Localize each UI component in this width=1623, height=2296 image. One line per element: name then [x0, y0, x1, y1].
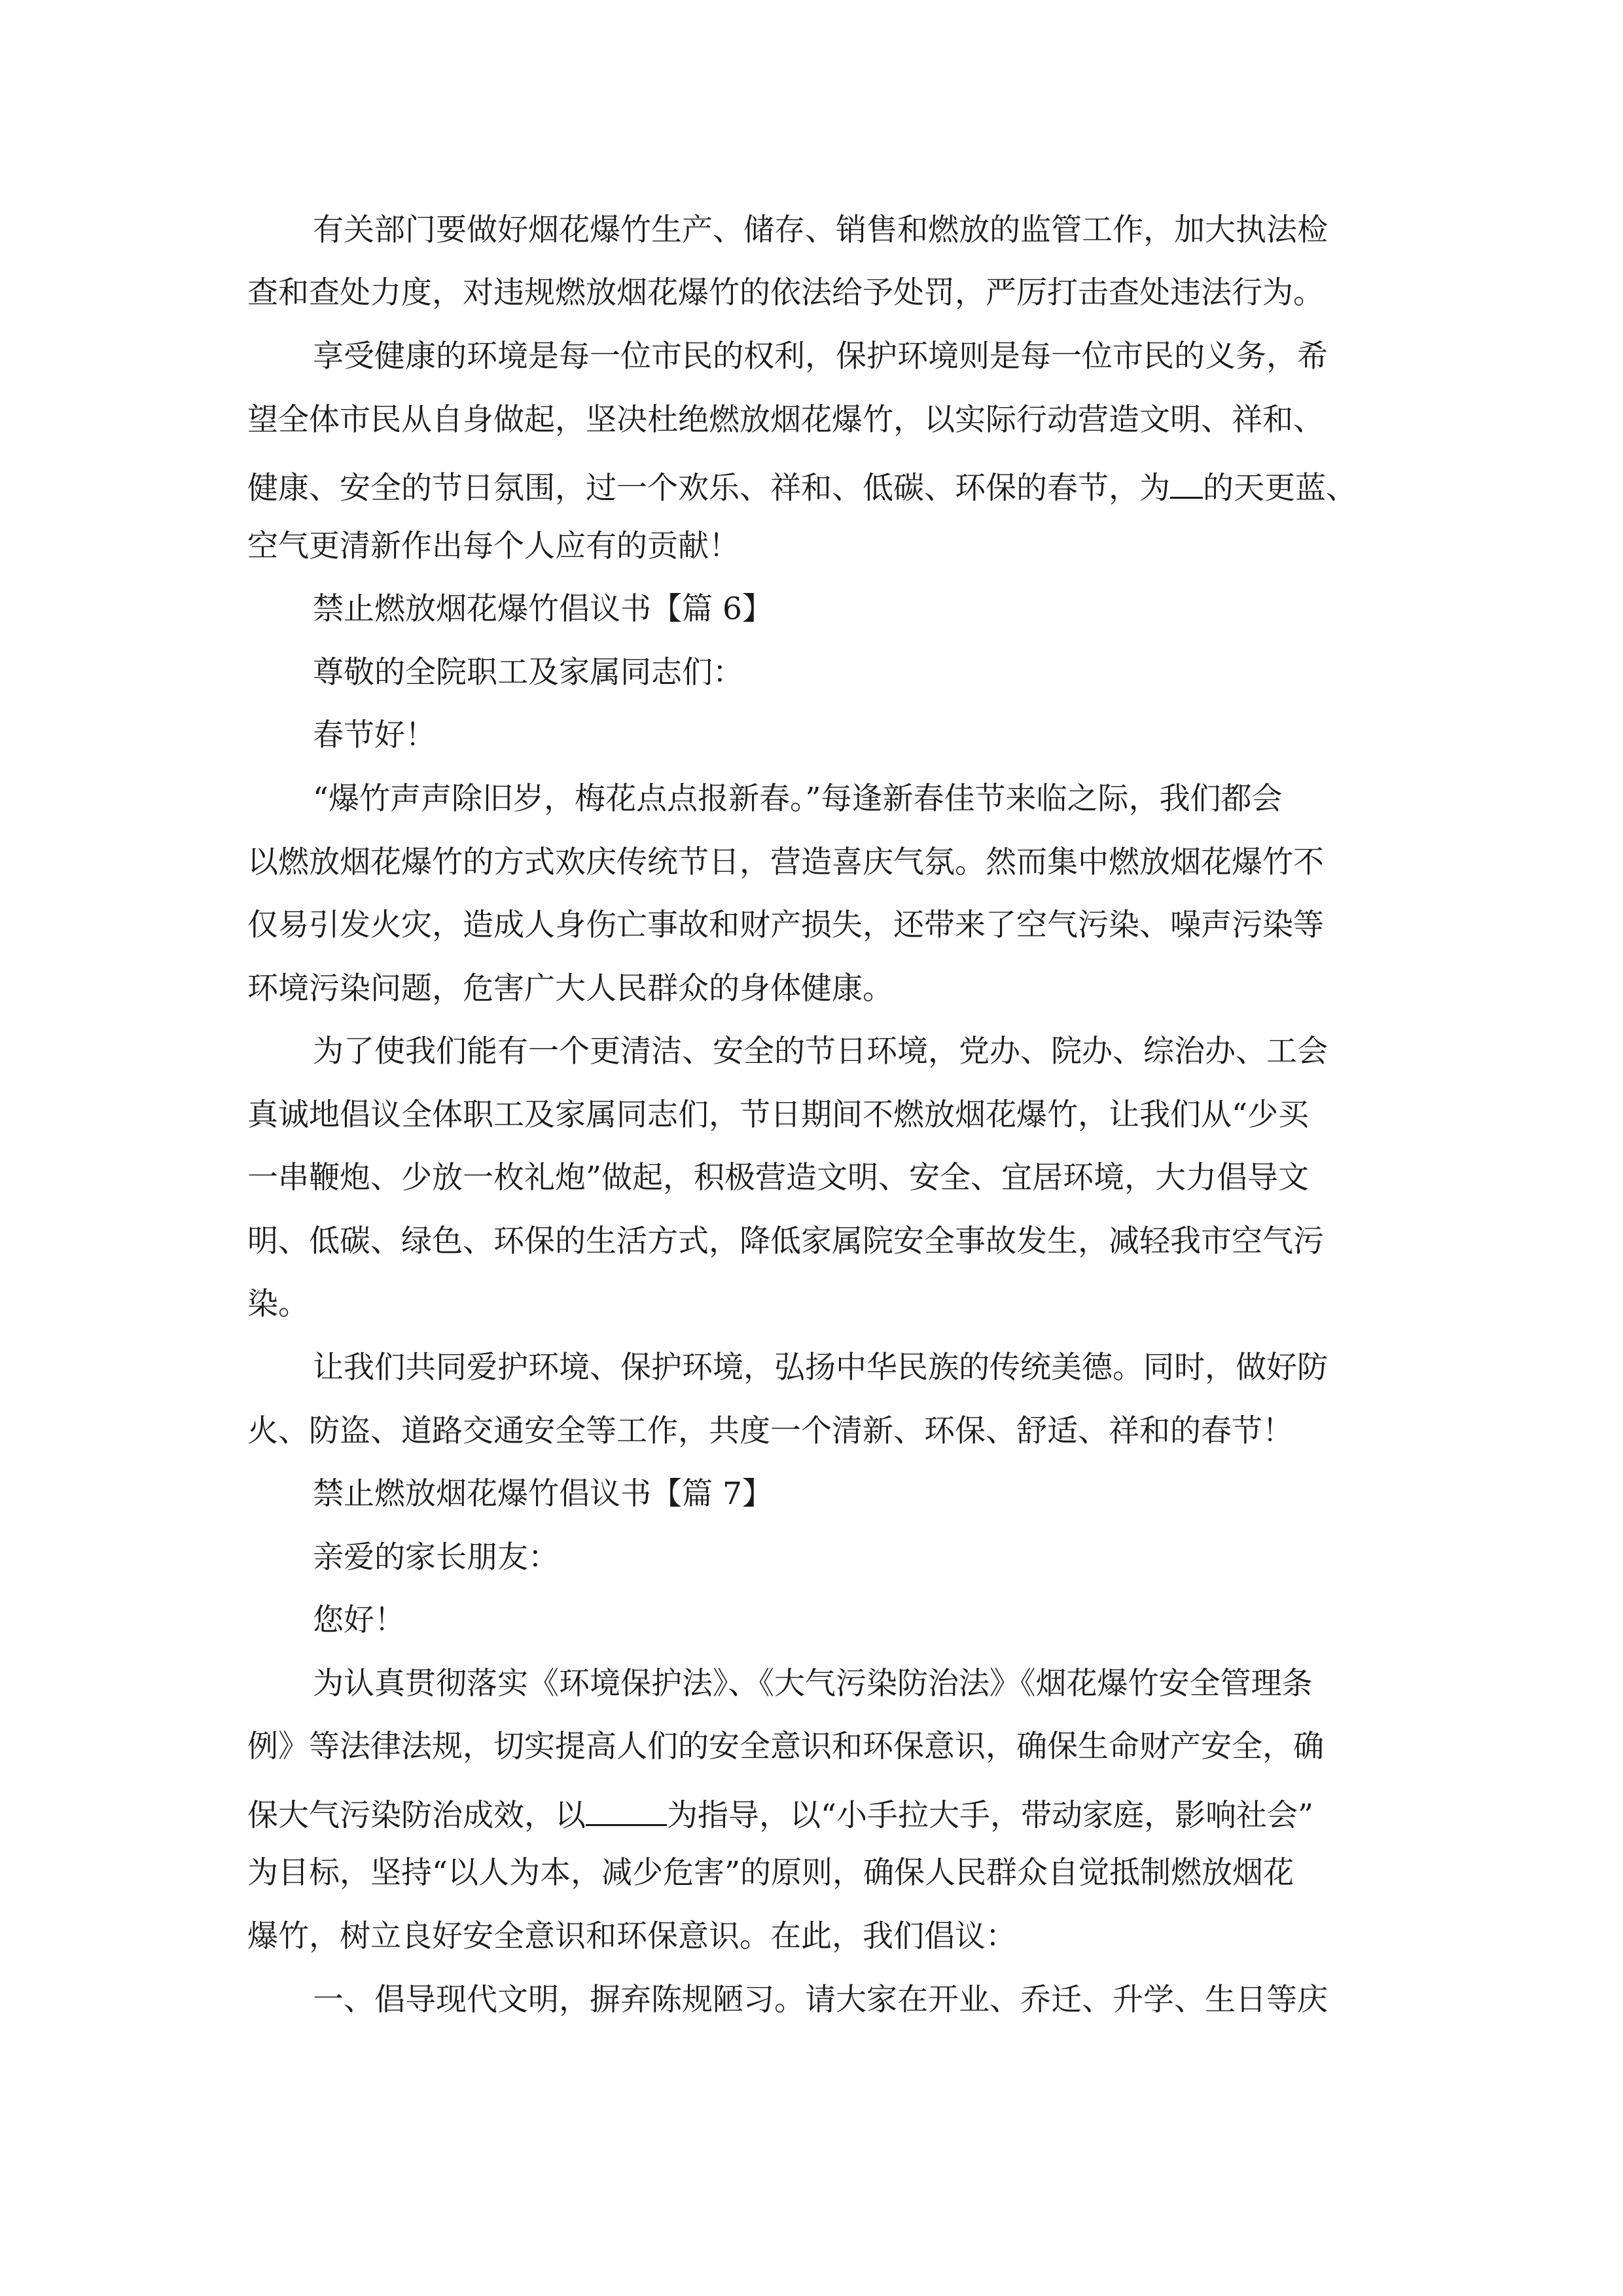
fill-in-blank: [1170, 467, 1203, 499]
text-line: 染。: [247, 1286, 309, 1322]
text-line: 以燃放烟花爆竹的方式欢庆传统节日，营造喜庆气氛。然而集中燃放烟花爆竹不: [247, 844, 1324, 880]
text-segment: 保大气污染防治成效，以: [247, 1797, 586, 1834]
text-line: 爆竹，树立良好安全意识和环保意识。在此，我们倡议：: [247, 1918, 1016, 1954]
text-line: 明、低碳、绿色、环保的生活方式，降低家属院安全事故发生，减轻我市空气污: [247, 1223, 1324, 1259]
salutation: 亲爱的家长朋友：: [313, 1539, 559, 1575]
text-line: 望全体市民从自身做起，坚决杜绝燃放烟花爆竹，以实际行动营造文明、祥和、: [247, 402, 1324, 438]
text-line: 查和查处力度，对违规燃放烟花爆竹的依法给予处罚，严厉打击查处违法行为。: [247, 275, 1324, 311]
text-segment: 健康、安全的节日氛围，过一个欢乐、祥和、低碳、环保的春节，为: [247, 470, 1170, 507]
text-line: 真诚地倡议全体职工及家属同志们，节日期间不燃放烟花爆竹，让我们从“少买: [247, 1097, 1310, 1133]
text-line: 火、防盗、道路交通安全等工作，共度一个清新、环保、舒适、祥和的春节！: [247, 1413, 1293, 1449]
salutation: 尊敬的全院职工及家属同志们：: [313, 655, 743, 691]
text-line: 为了使我们能有一个更清洁、安全的节日环境，党办、院办、综治办、工会: [313, 1033, 1328, 1069]
text-line: 为目标，坚持“以人为本，减少危害”的原则，确保人民群众自觉抵制燃放烟花: [247, 1855, 1294, 1891]
text-line: 享受健康的环境是每一位市民的权利，保护环境则是每一位市民的义务，希: [313, 338, 1328, 374]
text-line: “爆竹声声除旧岁，梅花点点报新春。”每逢新春佳节来临之际，我们都会: [313, 781, 1283, 817]
section-heading: 禁止燃放烟花爆竹倡议书【篇 7】: [313, 1476, 773, 1512]
greeting: 春节好！: [313, 717, 436, 753]
text-line: 例》等法律法规，切实提高人们的安全意识和环保意识，确保生命财产安全，确: [247, 1729, 1324, 1765]
text-line-with-blank: [247, 467, 1357, 507]
text-line: 一、倡导现代文明，摒弃陈规陋习。请大家在开业、乔迁、升学、生日等庆: [313, 1982, 1328, 2018]
greeting: 您好！: [313, 1602, 405, 1638]
text-line: 让我们共同爱护环境、保护环境，弘扬中华民族的传统美德。同时，做好防: [313, 1350, 1328, 1386]
section-heading: 禁止燃放烟花爆竹倡议书【篇 6】: [313, 591, 773, 627]
text-line: 为认真贯彻落实《环境保护法》、《大气污染防治法》《烟花爆竹安全管理条: [313, 1666, 1313, 1702]
text-segment: 的天更蓝、: [1203, 470, 1357, 507]
text-line: 环境污染问题，危害广大人民群众的身体健康。: [247, 971, 893, 1007]
text-segment: 为指导，以“小手拉大手，带动家庭，影响社会”: [667, 1797, 1314, 1834]
text-line: 仅易引发火灾，造成人身伤亡事故和财产损失，还带来了空气污染、噪声污染等: [247, 907, 1324, 943]
text-line-with-blank: [247, 1795, 1314, 1834]
fill-in-blank: [586, 1795, 667, 1826]
text-line: 有关部门要做好烟花爆竹生产、储存、销售和燃放的监管工作，加大执法检: [313, 212, 1328, 248]
text-line: 一串鞭炮、少放一枚礼炮”做起，积极营造文明、安全、宜居环境，大力倡导文: [247, 1160, 1310, 1196]
text-line: 空气更清新作出每个人应有的贡献！: [247, 528, 740, 564]
